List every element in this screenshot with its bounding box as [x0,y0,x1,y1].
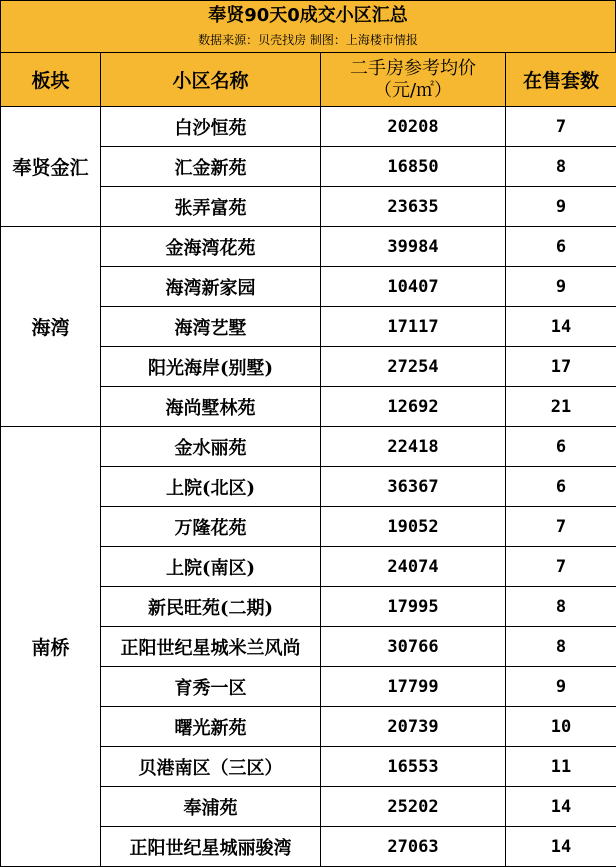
block-cell: 海湾 [1,227,101,427]
summary-table [0,52,616,867]
table-row [1,107,616,147]
count-cell: 9 [506,187,616,227]
count-cell: 6 [506,467,616,507]
block-cell: 奉贤金汇 [1,107,101,227]
price-cell: 17995 [321,587,506,627]
price-cell: 10407 [321,267,506,307]
name-cell: 正阳世纪星城丽骏湾 [101,827,321,867]
count-cell: 8 [506,587,616,627]
price-cell: 30766 [321,627,506,667]
name-cell: 育秀一区 [101,667,321,707]
table-row [1,427,616,467]
name-cell: 海湾艺墅 [101,307,321,347]
price-cell: 25202 [321,787,506,827]
name-cell: 新民旺苑(二期) [101,587,321,627]
count-cell: 6 [506,427,616,467]
name-cell: 阳光海岸(别墅) [101,347,321,387]
price-cell: 24074 [321,547,506,587]
count-cell: 21 [506,387,616,427]
price-cell: 39984 [321,227,506,267]
name-cell: 奉浦苑 [101,787,321,827]
table-body [1,107,616,867]
count-cell: 14 [506,307,616,347]
name-cell: 上院(南区) [101,547,321,587]
title-bar [0,0,616,53]
name-cell: 万隆花苑 [101,507,321,547]
count-cell: 11 [506,747,616,787]
name-cell: 海尚墅林苑 [101,387,321,427]
name-cell: 张弄富苑 [101,187,321,227]
count-cell: 17 [506,347,616,387]
price-cell: 20208 [321,107,506,147]
page-subtitle: 数据来源：贝壳找房 制图：上海楼市情报 [198,33,418,47]
name-cell: 贝港南区（三区） [101,747,321,787]
count-cell: 10 [506,707,616,747]
price-cell: 27254 [321,347,506,387]
name-cell: 白沙恒苑 [101,107,321,147]
price-cell: 27063 [321,827,506,867]
name-cell: 金海湾花苑 [101,227,321,267]
price-cell: 36367 [321,467,506,507]
page-title: 奉贤90天0成交小区汇总 [208,5,408,26]
count-cell: 14 [506,827,616,867]
price-cell: 20739 [321,707,506,747]
price-cell: 23635 [321,187,506,227]
count-cell: 7 [506,107,616,147]
price-cell: 12692 [321,387,506,427]
name-cell: 上院(北区) [101,467,321,507]
count-cell: 14 [506,787,616,827]
name-cell: 正阳世纪星城米兰风尚 [101,627,321,667]
header-price [321,53,506,107]
count-cell: 8 [506,627,616,667]
table-row [1,227,616,267]
price-cell: 16553 [321,747,506,787]
price-cell: 16850 [321,147,506,187]
price-cell: 17117 [321,307,506,347]
name-cell: 汇金新苑 [101,147,321,187]
header-price-line2: （元/㎡） [373,79,453,101]
header-row [1,53,616,107]
header-block: 板块 [1,53,101,107]
price-cell: 17799 [321,667,506,707]
count-cell: 6 [506,227,616,267]
header-name: 小区名称 [101,53,321,107]
count-cell: 8 [506,147,616,187]
count-cell: 7 [506,547,616,587]
header-price-line1: 二手房参考均价 [350,57,476,79]
price-cell: 22418 [321,427,506,467]
header-count: 在售套数 [506,53,616,107]
count-cell: 9 [506,267,616,307]
name-cell: 金水丽苑 [101,427,321,467]
block-cell: 南桥 [1,427,101,867]
count-cell: 9 [506,667,616,707]
count-cell: 7 [506,507,616,547]
name-cell: 海湾新家园 [101,267,321,307]
price-cell: 19052 [321,507,506,547]
name-cell: 曙光新苑 [101,707,321,747]
